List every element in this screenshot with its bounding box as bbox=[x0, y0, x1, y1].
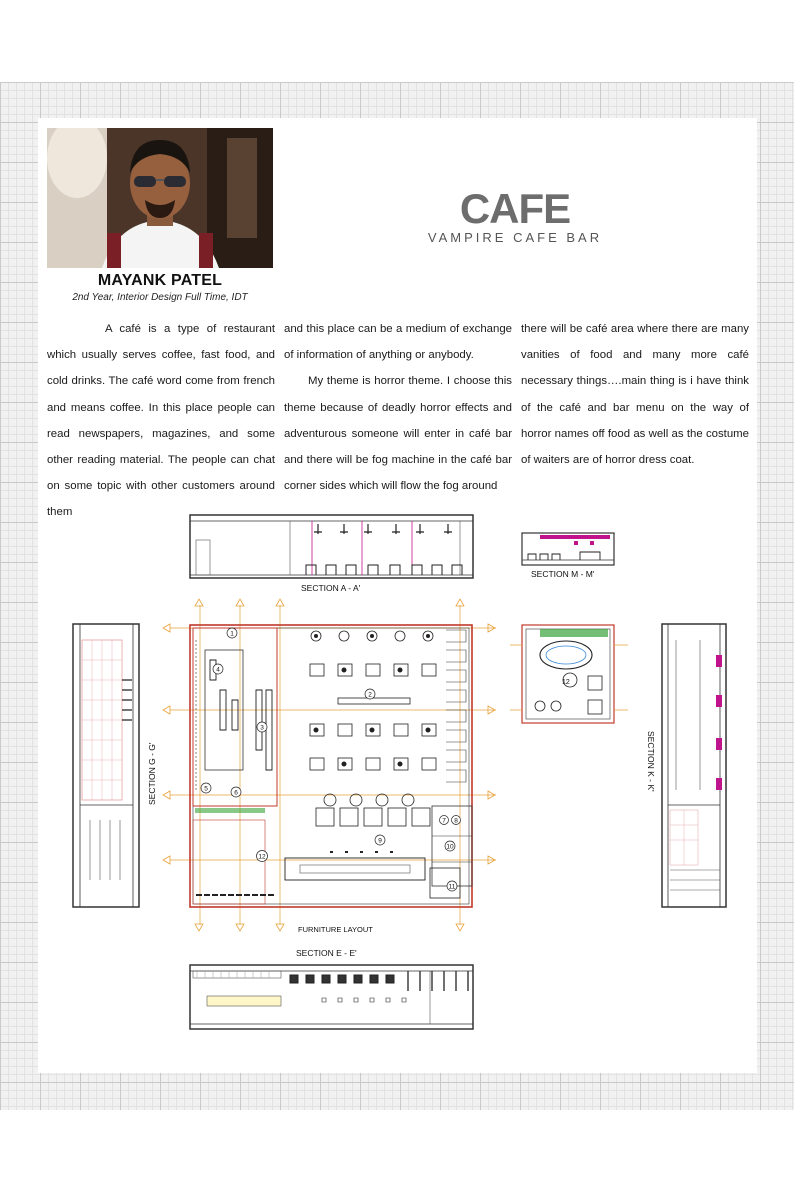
plan-tag-10: 10 bbox=[446, 843, 454, 851]
plan-tag-5: 5 bbox=[204, 785, 208, 793]
plan-tag-2: 2 bbox=[368, 691, 372, 699]
section-gg-drawing bbox=[73, 624, 157, 907]
section-mm-label: SECTION M - M' bbox=[531, 569, 595, 579]
author-name: MAYANK PATEL bbox=[97, 272, 223, 289]
plan-tag-1: 1 bbox=[230, 630, 234, 638]
section-ee-drawing bbox=[190, 948, 473, 1029]
section-kk-drawing bbox=[646, 624, 726, 907]
body-paragraph: there will be café area where there are many vanities of food and many more café necessary things….main thing is i have think of the café and bar menu on the way of horror names off food as well as the costume of waiters are of horror dress coat. bbox=[521, 323, 749, 467]
plan-tag-12: 12 bbox=[258, 853, 266, 861]
section-gg-label: SECTION G - G' bbox=[147, 742, 157, 805]
section-aa-label: SECTION A - A' bbox=[301, 583, 361, 593]
body-paragraph: and this place can be a medium of exchange of information of anything or anybody. bbox=[284, 323, 512, 362]
plan-tag-7: 7 bbox=[442, 817, 446, 825]
body-paragraph: My theme is horror theme. I choose this theme because of deadly horror effects and adventurous someone will enter in café bar and there will be fog machine in the café bar corner sides which will flow the fog around bbox=[284, 375, 512, 493]
section-aa-drawing bbox=[190, 515, 473, 593]
plan-tag-4: 4 bbox=[216, 666, 220, 674]
section-ee-label: SECTION E - E' bbox=[296, 948, 357, 958]
plan-tag-8: 8 bbox=[454, 817, 458, 825]
project-title: CAFE bbox=[459, 185, 571, 232]
body-paragraph: A café is a type of restaurant which usually serves coffee, fast food, and cold drinks. The café word come from french and means coffee. In this place people can read newspapers, magazines, and some other reading material. The people can chat on some topic with other customers around them bbox=[47, 323, 275, 519]
furniture-layout-label: FURNITURE LAYOUT bbox=[298, 925, 373, 934]
plan-tag-9: 9 bbox=[378, 837, 382, 845]
plan-tag-6: 6 bbox=[234, 789, 238, 797]
plan-tag-11: 11 bbox=[448, 883, 456, 891]
author-program: 2nd Year, Interior Design Full Time, IDT bbox=[72, 292, 248, 303]
section-mm-drawing bbox=[522, 533, 614, 579]
section-kk-label: SECTION K - K' bbox=[646, 731, 656, 792]
lounge-plan-drawing bbox=[510, 625, 628, 723]
furniture-layout-plan bbox=[163, 599, 496, 934]
project-subtitle: VAMPIRE CAFE BAR bbox=[427, 230, 603, 245]
plan-tag-12-lounge: 12 bbox=[562, 679, 570, 686]
plan-tag-3: 3 bbox=[260, 724, 264, 732]
